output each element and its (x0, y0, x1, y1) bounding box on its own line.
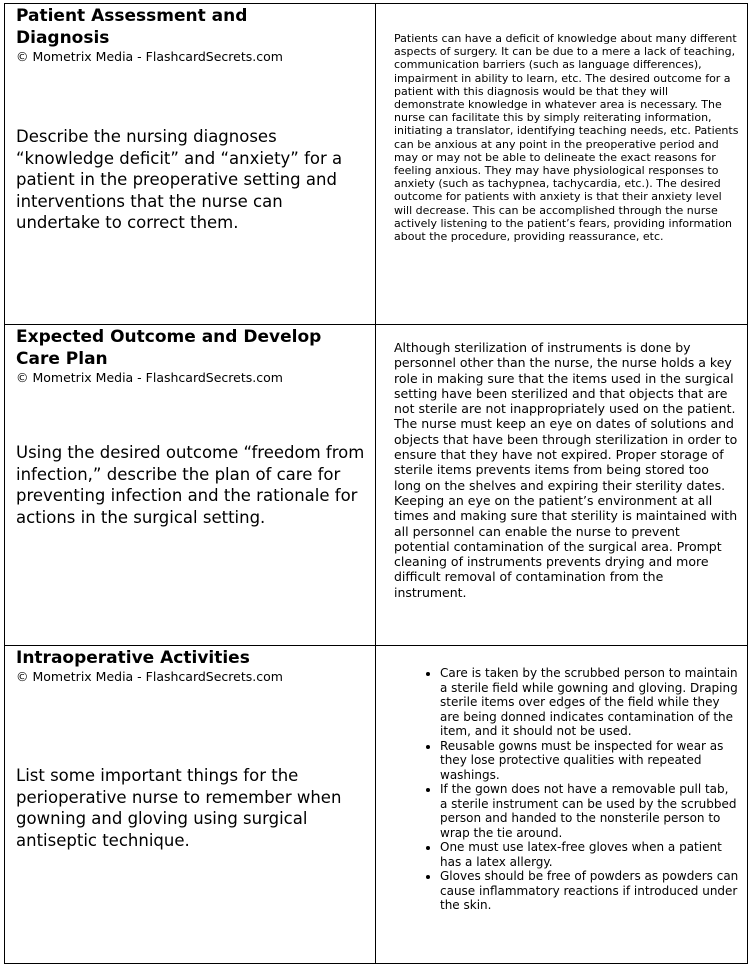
copyright-credit: © Mometrix Media - FlashcardSecrets.com (16, 49, 283, 64)
copyright-credit: © Mometrix Media - FlashcardSecrets.com (16, 370, 283, 385)
question-cell (5, 325, 376, 646)
card-title: Intraoperative Activities (16, 648, 250, 668)
flashcard-row (5, 4, 748, 325)
answer-cell (376, 325, 748, 646)
flashcard-row (5, 646, 748, 964)
flashcard-sheet (4, 3, 746, 965)
question-cell (5, 4, 376, 325)
list-item: • One must use latex-free gloves when a patient has a latex allergy. (440, 840, 739, 869)
list-item: • Reusable gowns must be inspected for wear as they lose protective qualities with repeated washings. (440, 739, 739, 783)
card-question: Using the desired outcome “freedom from infection,” describe the plan of care for preventing infection and the rationale for actions in the surgical setting. (16, 443, 365, 527)
list-item: • Gloves should be free of powders as powders can cause inflammatory reactions if introduced under the skin. (440, 869, 739, 913)
flashcard-row (5, 325, 748, 646)
list-item: • If the gown does not have a removable pull tab, a sterile instrument can be used by the scrubbed person and handed to the nonsterile person to wrap the tie around. (440, 782, 739, 840)
list-item: • Care is taken by the scrubbed person to maintain a sterile field while gowning and gloving. Draping sterile items over edges of the field while they are being donned indicates contamination of the item, and it should not be used. (440, 666, 739, 739)
card-question: Describe the nursing diagnoses “knowledge deficit” and “anxiety” for a patient in the preoperative setting and interventions that the nurse can undertake to correct them. (16, 127, 343, 232)
flashcard-table (4, 3, 748, 964)
copyright-credit: © Mometrix Media - FlashcardSecrets.com (16, 669, 283, 684)
card-title: Patient Assessment and Diagnosis (16, 6, 248, 48)
card-answer: Although sterilization of instruments is done by personnel other than the nurse, the nurse holds a key role in making sure that the items used in the surgical setting have been sterilized and that objects that are not sterile are not inappropriately used on the patient. The nurse must keep an eye on dates of solutions and objects that have been through sterilization in order to ensure that they have not expired. Proper storage of sterile items prevents items from being stored too long on the shelves and expiring their sterility dates. Keeping an eye on the patient’s environment at all times and making sure that sterility is maintained with all personnel can enable the nurse to prevent potential contamination of the surgical area. Prompt cleaning of instruments prevents drying and more difficult removal of contamination from the instrument. (394, 340, 738, 600)
card-title: Expected Outcome and Develop Care Plan (16, 327, 322, 369)
card-answer: Patients can have a deficit of knowledge about many different aspects of surgery. It can be due to a mere a lack of teaching, communication barriers (such as language differences), impairment in ability to learn, etc. The desired outcome for a patient with this diagnosis would be that they will demonstrate knowledge in whatever area is necessary. The nurse can facilitate this by simply reiterating information, initiating a translator, identifying teaching needs, etc. Patients can be anxious at any point in the preoperative period and may or may not be able to delineate the exact reasons for feeling anxious. They may have physiological responses to anxiety (such as tachypnea, tachycardia, etc.). The desired outcome for patients with anxiety is that their anxiety level will decrease. This can be accomplished through the nurse actively listening to the patient’s fears, providing information about the procedure, providing reassurance, etc. (394, 32, 739, 244)
card-question: List some important things for the perioperative nurse to remember when gowning and gloving using surgical antiseptic technique. (16, 766, 342, 850)
answer-cell (376, 4, 748, 325)
answer-bullet-list (394, 666, 739, 913)
answer-cell (376, 646, 748, 964)
question-cell (5, 646, 376, 964)
